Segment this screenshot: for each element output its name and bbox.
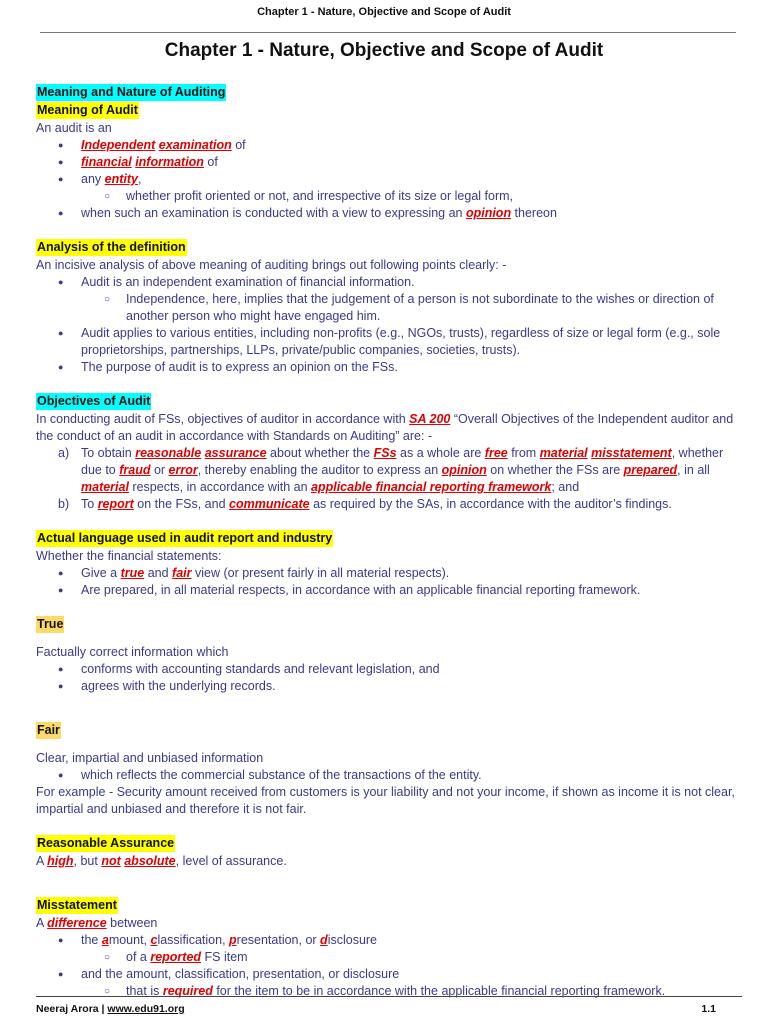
page-number: 1.1 — [701, 1003, 716, 1015]
text-run: To obtain — [81, 446, 136, 460]
page-title: Chapter 1 - Nature, Objective and Scope of Audit — [164, 40, 604, 61]
list-item: ● Audit is an independent examination of financial information. — [36, 274, 736, 291]
text-run: “Overall Objectives of the Independent auditor and the conduct of an audit in accordance with Standards on Auditing” are: - — [36, 412, 734, 443]
text-run: , but — [73, 854, 102, 868]
keyword: assurance — [204, 446, 267, 460]
subheading-line — [36, 616, 736, 634]
text-run: , level of assurance. — [175, 854, 287, 868]
keyword: d — [320, 933, 328, 947]
text-run: thereon — [511, 206, 557, 220]
text-run: that is — [126, 984, 163, 998]
list-item: ● Audit applies to various entities, including non-profits (e.g., NGOs, trusts), regardless of size or legal form (e.g., sole proprietorships, partnerships, LLPs, private/public companies, societies, trusts). — [36, 325, 736, 359]
author-name: Neeraj Arora | — [36, 1003, 108, 1015]
keyword: communicate — [229, 497, 310, 511]
keyword: reasonable — [135, 446, 202, 460]
subheading-line — [36, 722, 736, 740]
spacer — [36, 870, 736, 887]
keyword: SA 200 — [409, 412, 451, 426]
text-run: for the item to be in accordance with the applicable financial reporting framework. — [212, 984, 666, 998]
list-item — [36, 445, 736, 496]
text-run: , — [137, 172, 142, 186]
list-marker: a) — [58, 446, 70, 460]
text-run: of — [203, 155, 218, 169]
bullet-list — [36, 274, 736, 376]
subheading-line — [36, 239, 736, 257]
keyword: entity — [104, 172, 138, 186]
list-item — [36, 137, 736, 154]
spacer — [36, 513, 736, 530]
text-run: Give a — [81, 566, 121, 580]
spacer — [36, 376, 736, 393]
keyword: absolute — [124, 854, 176, 868]
keyword: p — [229, 933, 237, 947]
list-item — [36, 205, 736, 222]
text-run: as required by the SAs, in accordance with the auditor’s findings. — [309, 497, 672, 511]
keyword: true — [120, 566, 145, 580]
subheading-line — [36, 530, 736, 548]
keyword: fair — [172, 566, 192, 580]
bullet-list — [36, 565, 736, 599]
spacer — [36, 599, 736, 616]
keyword: misstatement — [591, 446, 672, 460]
section-heading-line — [36, 84, 736, 102]
list-item: ● agrees with the underlying records. — [36, 678, 736, 695]
text-run: A — [36, 916, 48, 930]
list-item — [36, 171, 736, 188]
keyword: c — [150, 933, 158, 947]
keyword: required — [162, 984, 213, 998]
bullet-list — [36, 137, 736, 222]
document-body — [36, 84, 736, 1000]
keyword: prepared — [623, 463, 678, 477]
text-run: resentation, or — [236, 933, 321, 947]
text-run: respects, in accordance with an — [128, 480, 311, 494]
subheading-line — [36, 835, 736, 853]
keyword: applicable financial reporting framework — [311, 480, 552, 494]
list-item: ● which reflects the commercial substance of the transactions of the entity. — [36, 767, 736, 784]
keyword: examination — [158, 138, 232, 152]
keyword: a — [101, 933, 109, 947]
list-item: ● and the amount, classification, presentation, or disclosure — [36, 966, 736, 983]
text-run: lassification, — [157, 933, 230, 947]
paragraph: An incisive analysis of above meaning of auditing brings out following points clearly: - — [36, 258, 507, 272]
keyword: free — [484, 446, 508, 460]
spacer — [36, 818, 736, 835]
sub-list-item — [36, 949, 736, 966]
keyword: information — [135, 155, 204, 169]
paragraph — [36, 915, 736, 932]
section-heading-meaning-nature: Meaning and Nature of Auditing — [37, 85, 226, 99]
spacer — [36, 222, 736, 239]
ordered-list — [36, 445, 736, 513]
paragraph: Whether the financial statements: — [36, 549, 222, 563]
text-run: any — [81, 172, 105, 186]
list-item — [36, 565, 736, 582]
text-run: the — [81, 933, 102, 947]
text-run: A — [36, 854, 48, 868]
text-run: as a whole are — [396, 446, 485, 460]
sub-list-item — [36, 983, 736, 1000]
paragraph — [36, 853, 736, 870]
footer-divider — [36, 996, 742, 997]
keyword: error — [168, 463, 198, 477]
running-header: Chapter 1 - Nature, Objective and Scope of Audit — [257, 6, 511, 18]
text-run: mount, — [108, 933, 151, 947]
list-marker: b) — [58, 497, 70, 511]
text-run: isclosure — [327, 933, 378, 947]
text-run: when such an examination is conducted with a view to expressing an — [81, 206, 466, 220]
text-run: ; and — [551, 480, 580, 494]
text-run: In conducting audit of FSs, objectives of auditor in accordance with — [36, 412, 410, 426]
subheading-meaning-of-audit: Meaning of Audit — [37, 103, 138, 117]
text-run: , whether due to — [81, 446, 724, 477]
subheading-fair: Fair — [37, 723, 60, 737]
text-run: FS item — [201, 950, 248, 964]
paragraph: Factually correct information which — [36, 645, 229, 659]
text-run: of — [231, 138, 246, 152]
subheading-line — [36, 102, 736, 120]
list-item: ● conforms with accounting standards and relevant legislation, and — [36, 661, 736, 678]
list-item — [36, 154, 736, 171]
header-divider — [40, 32, 736, 33]
keyword: opinion — [465, 206, 512, 220]
spacer — [36, 712, 736, 722]
section-heading-objectives: Objectives of Audit — [37, 394, 151, 408]
keyword: financial — [81, 155, 132, 169]
section-heading-line — [36, 393, 736, 411]
paragraph: An audit is an — [36, 121, 112, 135]
spacer — [36, 695, 736, 712]
text-run: on whether the FSs are — [486, 463, 624, 477]
keyword: material — [81, 480, 129, 494]
spacer — [36, 634, 736, 644]
paragraph: Clear, impartial and unbiased information — [36, 751, 264, 765]
sub-list-item: ○ whether profit oriented or not, and irrespective of its size or legal form, — [36, 188, 736, 205]
text-run: of a — [126, 950, 151, 964]
spacer — [36, 887, 736, 897]
keyword: fraud — [119, 463, 151, 477]
text-run: , thereby enabling the auditor to express an — [197, 463, 442, 477]
subheading-reasonable-assurance: Reasonable Assurance — [37, 836, 175, 850]
text-run: on the FSs, and — [133, 497, 230, 511]
subheading-analysis: Analysis of the definition — [37, 240, 186, 254]
keyword: report — [97, 497, 134, 511]
list-item: ● The purpose of audit is to express an opinion on the FSs. — [36, 359, 736, 376]
text-run: between — [106, 916, 158, 930]
keyword: material — [539, 446, 588, 460]
list-item — [36, 932, 736, 949]
subheading-line — [36, 897, 736, 915]
text-run: view (or present fairly in all material respects). — [191, 566, 450, 580]
keyword: difference — [47, 916, 107, 930]
website-link[interactable]: www.edu91.org — [107, 1003, 185, 1015]
text-run: , in all — [677, 463, 710, 477]
subheading-actual-language: Actual language used in audit report and industry — [37, 531, 333, 545]
text-run: To — [81, 497, 98, 511]
bullet-list — [36, 661, 736, 695]
paragraph: For example - Security amount received from customers is your liability and not your income, if shown as income it is not clear, impartial and unbiased and therefore it is not fair. — [36, 785, 735, 816]
subheading-misstatement: Misstatement — [37, 898, 117, 912]
keyword: Independent — [81, 138, 156, 152]
text-run: and — [144, 566, 173, 580]
list-item: ● Are prepared, in all material respects, in accordance with an applicable financial reporting framework. — [36, 582, 736, 599]
text-run: from — [507, 446, 540, 460]
keyword: opinion — [441, 463, 487, 477]
keyword: FSs — [373, 446, 397, 460]
paragraph — [36, 411, 736, 445]
keyword: high — [47, 854, 74, 868]
list-item — [36, 496, 736, 513]
footer-author — [36, 1003, 185, 1015]
bullet-list — [36, 932, 736, 1000]
text-run: or — [150, 463, 169, 477]
bullet-list — [36, 767, 736, 784]
sub-list-item: ○ Independence, here, implies that the judgement of a person is not subordinate to the wishes or direction of another person who might have engaged him. — [36, 291, 736, 325]
subheading-true: True — [37, 617, 64, 631]
keyword: reported — [150, 950, 202, 964]
text-run: about whether the — [266, 446, 374, 460]
spacer — [36, 740, 736, 750]
keyword: not — [101, 854, 121, 868]
